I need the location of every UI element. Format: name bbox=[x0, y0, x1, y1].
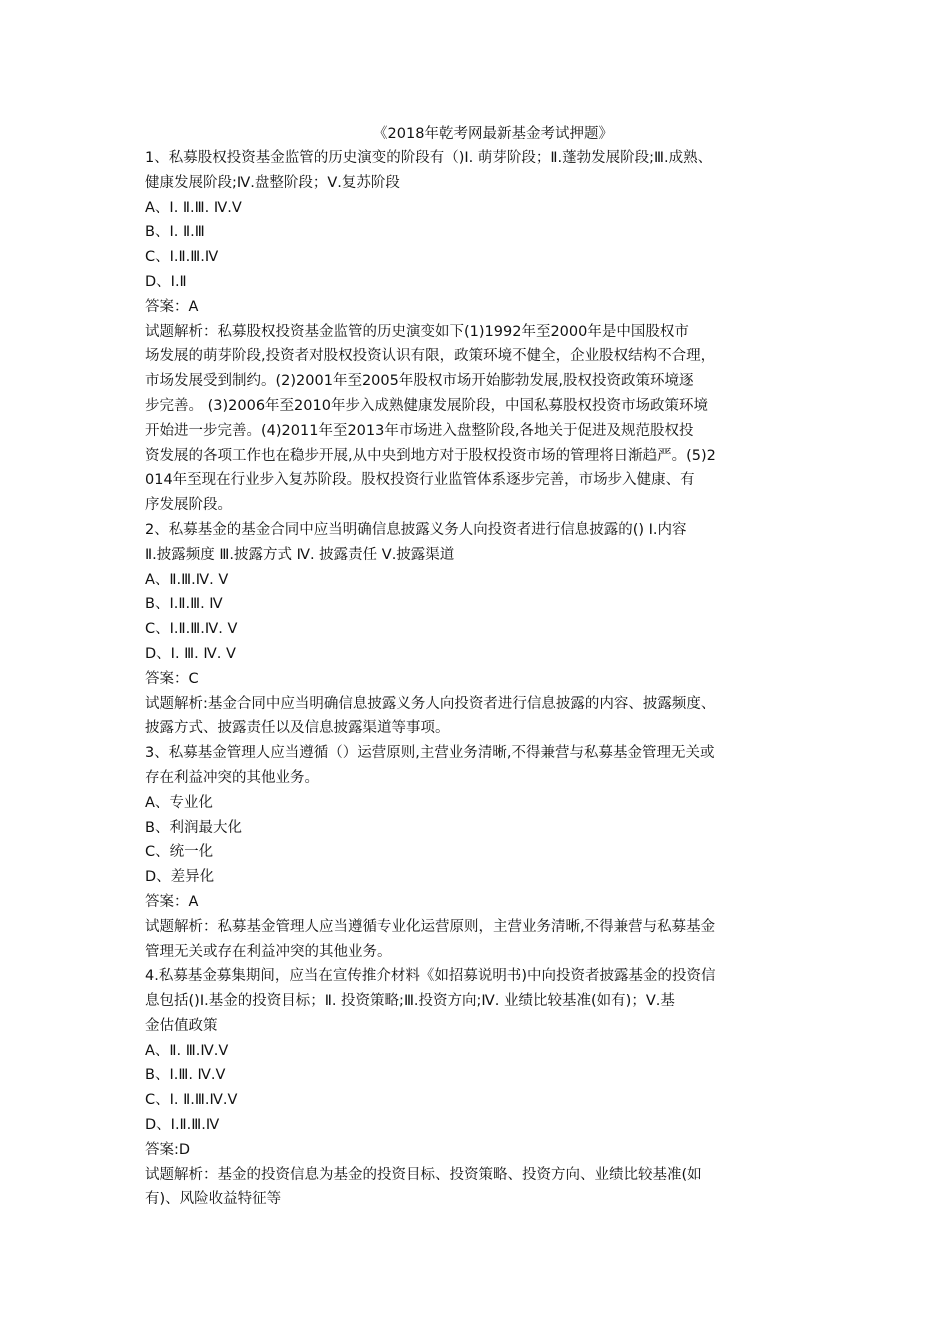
text-line: 1、私募股权投资基金监管的历史演变的阶段有（)Ⅰ. 萌芽阶段；Ⅱ.蓬勃发展阶段;Ⅲ.成熟、 bbox=[145, 150, 713, 166]
text-line: 披露方式、披露责任以及信息披露渠道等事项。 bbox=[145, 720, 450, 737]
text-line: 试题解析：基金的投资信息为基金的投资目标、投资策略、投资方向、业绩比较基准(如 bbox=[145, 1166, 702, 1183]
text-line: 答案：A bbox=[145, 893, 199, 910]
text-line: D、Ⅰ.Ⅱ.Ⅲ.Ⅳ bbox=[145, 1117, 220, 1134]
text-line: A、专业化 bbox=[145, 794, 213, 811]
text-line: 试题解析：私募基金管理人应当遵循专业化运营原则，主营业务清晰,不得兼营与私募基金 bbox=[145, 918, 716, 935]
text-line: 场发展的萌芽阶段,投资者对股权投资认识有限，政策环境不健全，企业股权结构不合理， bbox=[145, 348, 716, 365]
text-line: 步完善。 (3)2006年至2010年步入成熟健康发展阶段，中国私募股权投资市场政策环境 bbox=[145, 397, 708, 414]
text-line: D、Ⅰ. Ⅲ. Ⅳ. Ⅴ bbox=[145, 645, 236, 662]
document-body bbox=[145, 146, 825, 1212]
text-line: D、差异化 bbox=[145, 869, 215, 886]
text-line: B、Ⅰ.Ⅲ. Ⅳ.Ⅴ bbox=[145, 1067, 226, 1084]
text-line: 试题解析：私募股权投资基金监管的历史演变如下(1)1992年至2000年是中国股权市 bbox=[145, 323, 689, 340]
text-line: 3、私募基金管理人应当遵循（）运营原则,主营业务清晰,不得兼营与私募基金管理无关或 bbox=[145, 745, 715, 762]
text-line: 4.私募基金募集期间，应当在宣传推介材料《如招募说明书)中向投资者披露基金的投资信 bbox=[145, 968, 716, 985]
text-line: 序发展阶段。 bbox=[145, 497, 232, 514]
text-line: 014年至现在行业步入复苏阶段。股权投资行业监管体系逐步完善，市场步入健康、有 bbox=[145, 472, 695, 489]
text-line: B、利润最大化 bbox=[145, 819, 242, 836]
text-line: C、统一化 bbox=[145, 844, 214, 861]
text-line: 市场发展受到制约。(2)2001年至2005年股权市场开始膨勃发展,股权投资政策环境逐 bbox=[145, 373, 694, 390]
text-line: 有)、风险收益特征等 bbox=[145, 1191, 282, 1208]
text-line: 健康发展阶段;Ⅳ.盘整阶段；Ⅴ.复苏阶段 bbox=[145, 174, 400, 191]
text-line: C、Ⅰ.Ⅱ.Ⅲ.Ⅳ bbox=[145, 249, 219, 266]
document-page bbox=[145, 122, 825, 1212]
text-line: B、Ⅰ. Ⅱ.Ⅲ bbox=[145, 224, 205, 241]
text-line: A、Ⅱ.Ⅲ.Ⅳ. Ⅴ bbox=[145, 571, 229, 588]
text-line: 试题解析:基金合同中应当明确信息披露义务人向投资者进行信息披露的内容、披露频度、 bbox=[145, 695, 716, 712]
text-line: 答案：C bbox=[145, 670, 199, 687]
text-line: D、Ⅰ.Ⅱ bbox=[145, 273, 187, 290]
text-line: A、Ⅰ. Ⅱ.Ⅲ. Ⅳ.Ⅴ bbox=[145, 199, 242, 216]
text-line: B、Ⅰ.Ⅱ.Ⅲ. Ⅳ bbox=[145, 596, 223, 613]
text-line: 存在利益冲突的其他业务。 bbox=[145, 769, 319, 786]
text-line: 息包括()Ⅰ.基金的投资目标；Ⅱ. 投资策略;Ⅲ.投资方向;Ⅳ. 业绩比较基准(如有)；Ⅴ.基 bbox=[145, 993, 675, 1010]
text-line: 开始进一步完善。(4)2011年至2013年市场进入盘整阶段,各地关于促进及规范股权投 bbox=[145, 422, 694, 439]
text-line: 资发展的各项工作也在稳步开展,从中央到地方对于股权投资市场的管理将日渐趋严。(5)2 bbox=[145, 447, 716, 464]
text-line: C、Ⅰ. Ⅱ.Ⅲ.Ⅳ.Ⅴ bbox=[145, 1092, 238, 1109]
text-line: 管理无关或存在利益冲突的其他业务。 bbox=[145, 943, 392, 960]
text-line: A、Ⅱ. Ⅲ.Ⅳ.Ⅴ bbox=[145, 1042, 229, 1059]
text-line: 2、私募基金的基金合同中应当明确信息披露义务人向投资者进行信息披露的() Ⅰ.内容 bbox=[145, 521, 687, 538]
text-line: 答案：A bbox=[145, 298, 199, 315]
text-line: C、Ⅰ.Ⅱ.Ⅲ.Ⅳ. Ⅴ bbox=[145, 621, 238, 638]
document-title: 《2018年乾考网最新基金考试押题》 bbox=[373, 126, 613, 142]
text-line: 金估值政策 bbox=[145, 1017, 218, 1034]
text-line: Ⅱ.披露频度 Ⅲ.披露方式 Ⅳ. 披露责任 Ⅴ.披露渠道 bbox=[145, 546, 455, 563]
text-line: 答案:D bbox=[145, 1141, 191, 1158]
